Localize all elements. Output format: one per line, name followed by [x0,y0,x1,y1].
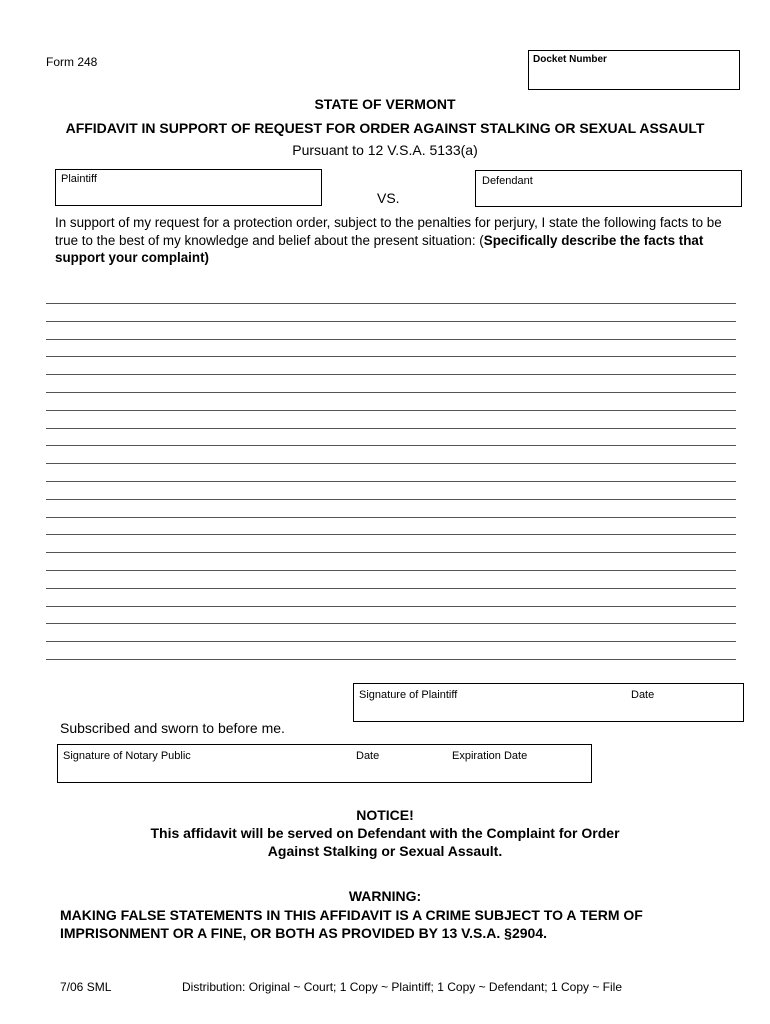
notary-signature-field[interactable] [57,744,592,783]
writing-line [46,499,736,500]
notary-expiration-label: Expiration Date [452,750,528,762]
docket-number-field[interactable] [528,50,740,90]
warning-line-2: IMPRISONMENT OR A FINE, OR BOTH AS PROVIDED BY 13 V.S.A. §2904. [60,925,547,941]
writing-line [46,641,736,642]
versus-label: VS. [377,190,400,206]
plaintiff-signature-field[interactable] [353,683,744,722]
plaintiff-label: Plaintiff [61,173,97,185]
form-revision-code: 7/06 SML [60,980,112,994]
docket-number-label: Docket Number [533,54,607,65]
distribution-note: Distribution: Original ~ Court; 1 Copy ~ Plaintiff; 1 Copy ~ Defendant; 1 Copy ~ File [182,980,623,994]
plaintiff-date-label: Date [631,689,655,701]
writing-line [46,428,736,429]
writing-line [46,588,736,589]
facts-intro-text: In support of my request for a protection order, subject to the penalties for perjury, I state the following facts to be true to the best of my knowledge and belief about the present situation: ( [55,215,722,248]
writing-line [46,481,736,482]
writing-line [46,410,736,411]
plaintiff-field[interactable] [55,169,322,206]
state-title: STATE OF VERMONT [314,96,456,112]
defendant-field[interactable] [475,170,742,207]
plaintiff-signature-label: Signature of Plaintiff [359,689,458,701]
writing-line [46,303,736,304]
writing-line [46,463,736,464]
form-number: Form 248 [46,55,98,69]
notary-signature-label: Signature of Notary Public [63,750,191,762]
notice-heading: NOTICE! [356,807,414,823]
warning-heading: WARNING: [348,888,422,904]
writing-line [46,517,736,518]
notice-line-1: This affidavit will be served on Defendant with the Complaint for Order [150,825,620,841]
statute-reference: Pursuant to 12 V.S.A. 5133(a) [292,142,478,158]
writing-line [46,339,736,340]
writing-line [46,445,736,446]
writing-line [46,552,736,553]
writing-line [46,534,736,535]
notice-line-2: Against Stalking or Sexual Assault. [267,843,503,859]
writing-line [46,659,736,660]
writing-line [46,392,736,393]
facts-instructions [55,214,740,267]
defendant-label: Defendant [482,175,533,187]
facts-bold-instruction: Specifically describe the facts that support your complaint) [55,232,704,265]
writing-line [46,623,736,624]
writing-line [46,606,736,607]
writing-line [46,374,736,375]
writing-line [46,356,736,357]
affidavit-title: AFFIDAVIT IN SUPPORT OF REQUEST FOR ORDER AGAINST STALKING OR SEXUAL ASSAULT [65,120,705,136]
writing-line [46,570,736,571]
sworn-statement: Subscribed and sworn to before me. [60,720,285,736]
warning-line-1: MAKING FALSE STATEMENTS IN THIS AFFIDAVIT IS A CRIME SUBJECT TO A TERM OF [60,907,643,923]
notary-date-label: Date [356,750,380,762]
writing-line [46,321,736,322]
